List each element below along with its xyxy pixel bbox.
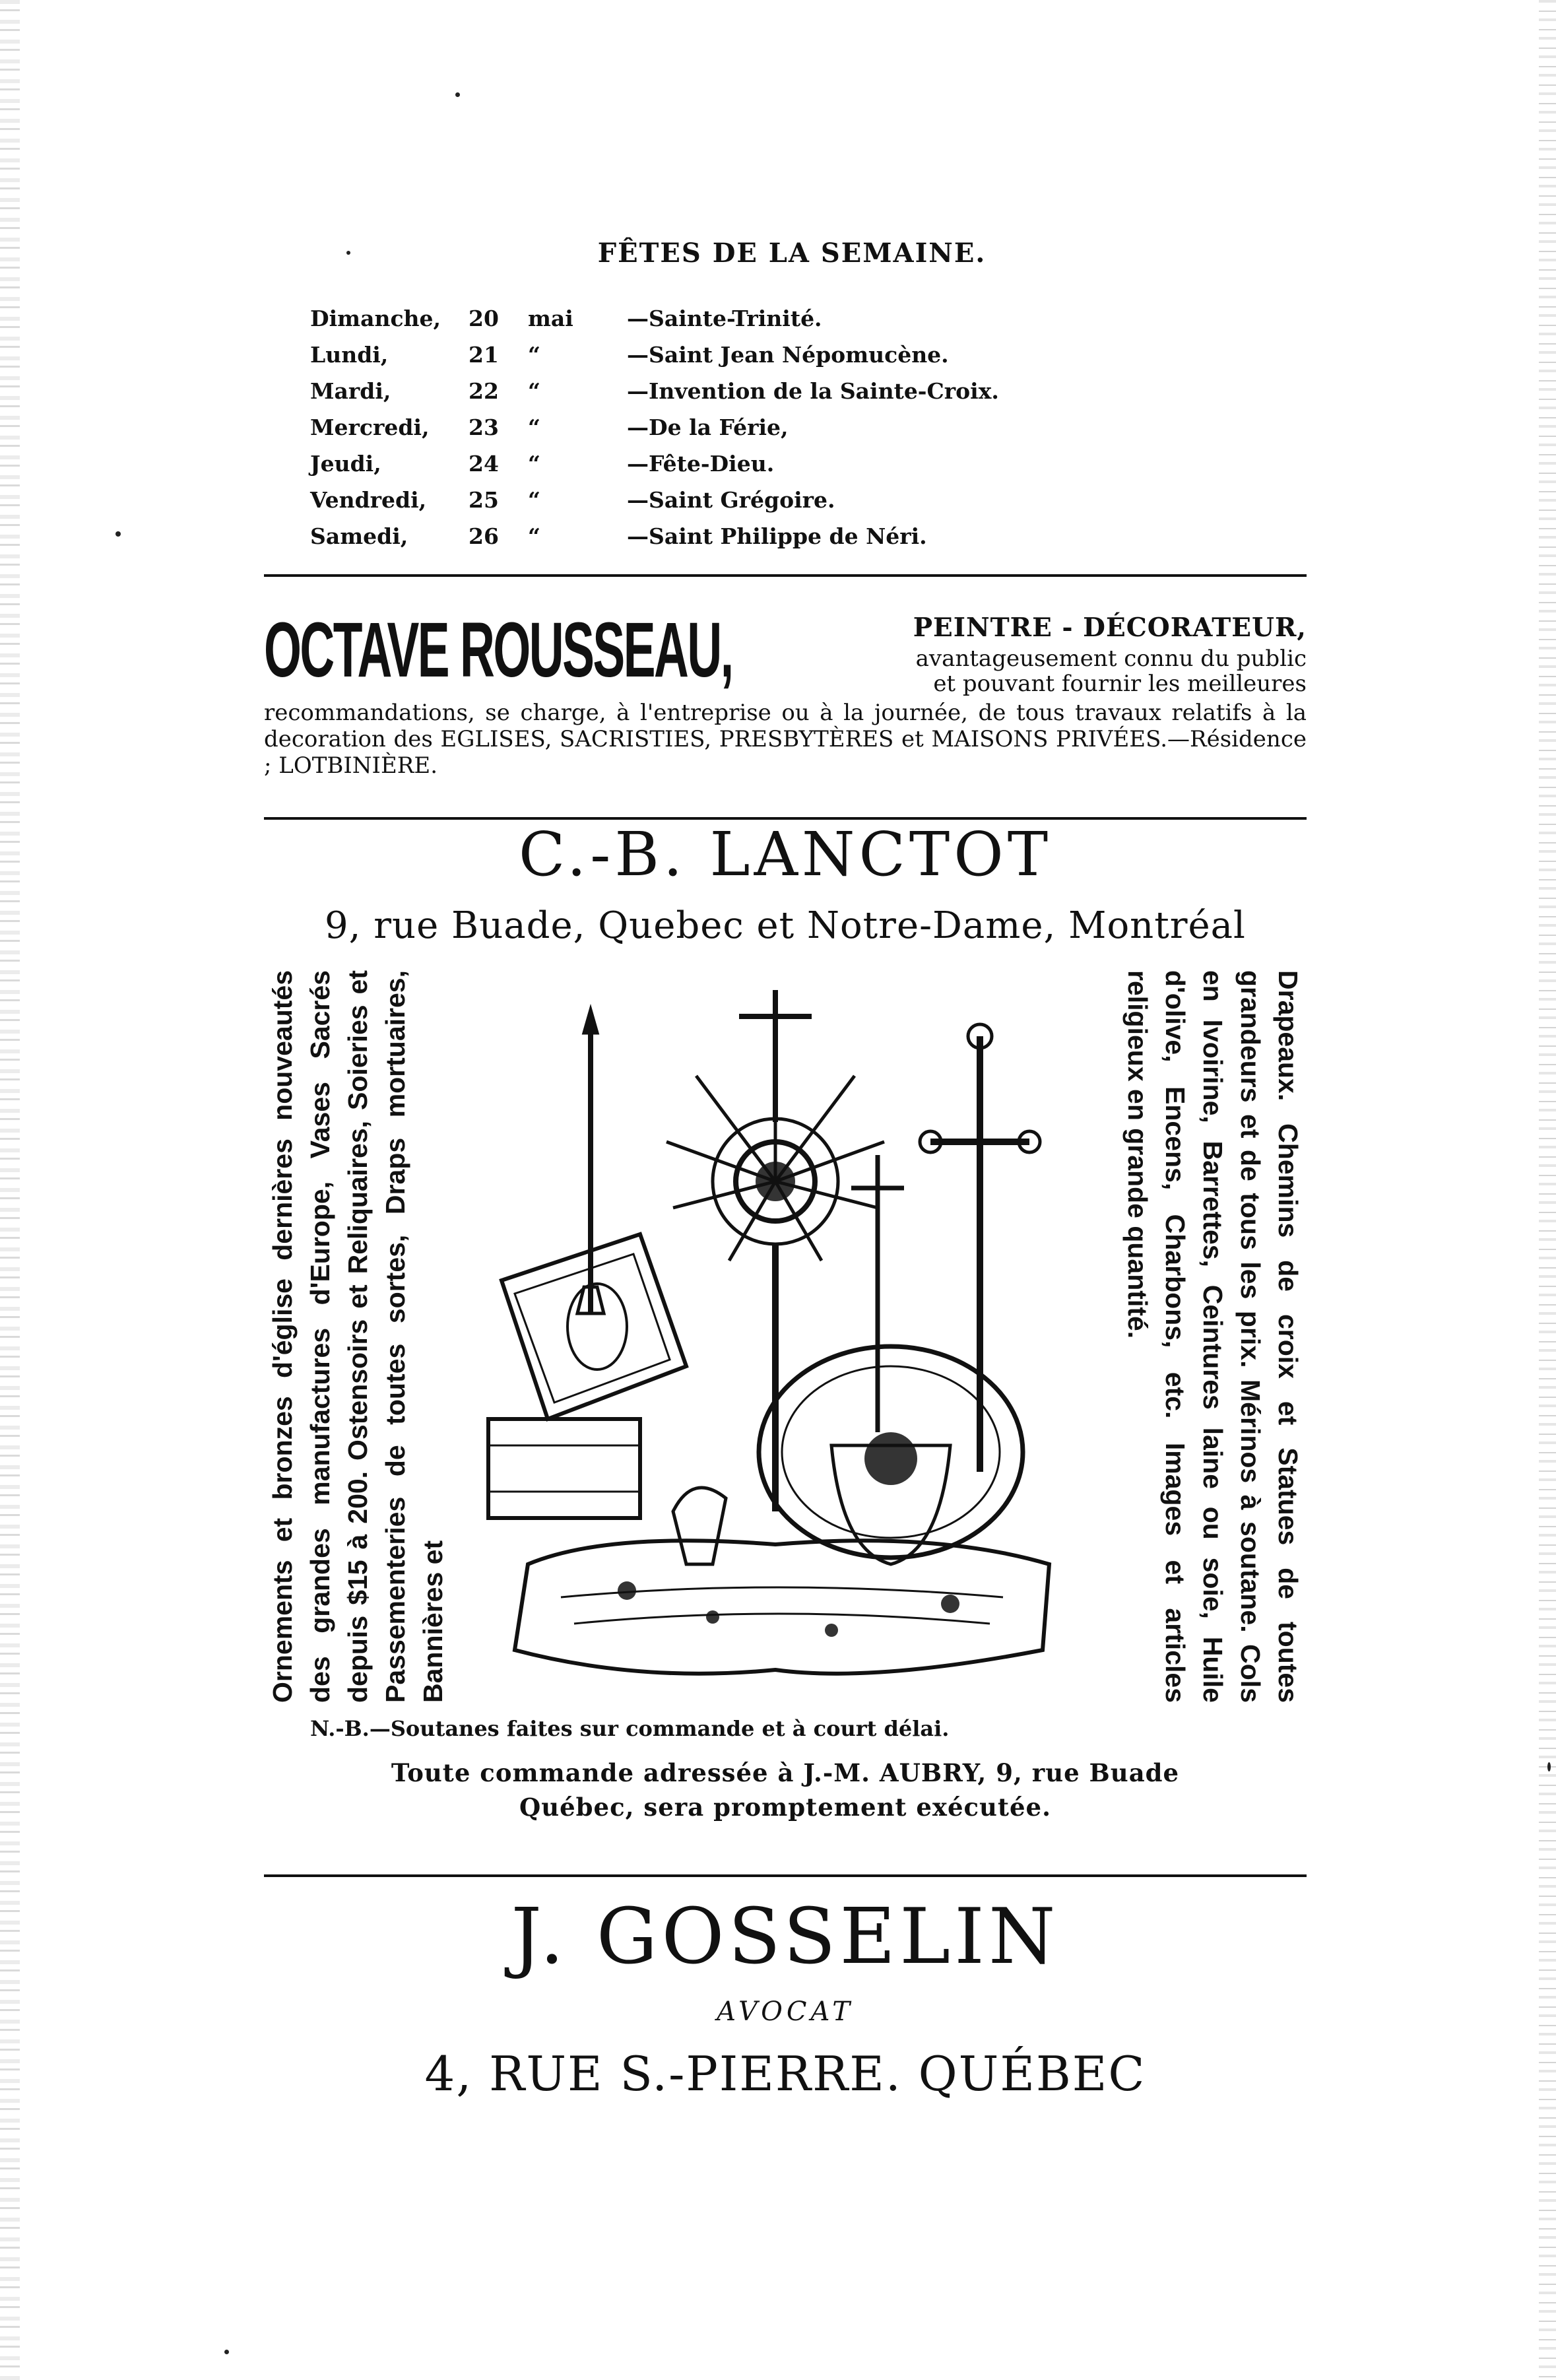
lanctot-nb: N.-B.—Soutanes faites sur commande et à court délai. [310, 1716, 950, 1741]
church-goods-engraving [475, 970, 1076, 1703]
rousseau-text-line: et pouvant fournir les meilleures [933, 671, 1307, 697]
fete-day: Vendredi, [310, 487, 427, 513]
fete-date: 22 [469, 378, 499, 404]
scan-speck [346, 251, 350, 255]
fete-day: Mardi, [310, 378, 391, 404]
lanctot-address: 9, rue Buade, Quebec et Notre-Dame, Montréal [325, 904, 1246, 947]
fete-date: 20 [469, 306, 499, 331]
rousseau-text-line: avantageusement connu du public [915, 645, 1307, 672]
gosselin-address: 4, RUE S.-PIERRE. QUÉBEC [424, 2046, 1146, 2101]
scan-edge-left [0, 0, 20, 2380]
fete-month: “ [528, 342, 540, 368]
fete-row [310, 521, 999, 558]
scan-speck [455, 92, 460, 97]
fete-row [310, 340, 999, 376]
fete-month: “ [528, 487, 540, 513]
fete-date: 24 [469, 451, 499, 477]
fetes-table [310, 304, 999, 558]
rousseau-name: OCTAVE ROUSSEAU, [264, 607, 732, 694]
lanctot-name: C.-B. LANCTOT [518, 819, 1053, 890]
fete-date: 21 [469, 342, 499, 368]
fete-name: —Saint Philippe de Néri. [627, 523, 927, 549]
divider [264, 574, 1307, 577]
fete-row [310, 413, 999, 449]
fete-name: —De la Férie, [627, 414, 789, 440]
scan-edge-right [1539, 0, 1556, 2380]
scan-speck [224, 2350, 229, 2354]
fete-month: “ [528, 523, 540, 549]
scan-speck [1547, 1762, 1551, 1771]
fete-month: “ [528, 414, 540, 440]
rousseau-body: recommandations, se charge, à l'entreprise ou à la journée, de tous travaux relatifs à la decoration des EGLISES, SACRISTIES, PRESBYTÈRES et MAISONS PRIVÉES.—Résidence ; LOTBINIÈRE. [264, 700, 1307, 779]
aubry-line: Québec, sera promptement exécutée. [519, 1793, 1051, 1822]
fete-date: 26 [469, 523, 499, 549]
fete-day: Lundi, [310, 342, 389, 368]
fete-row [310, 376, 999, 413]
lanctot-aubry-note [264, 1756, 1307, 1824]
fete-day: Dimanche, [310, 306, 441, 331]
fete-month: “ [528, 378, 540, 404]
fetes-title: FÊTES DE LA SEMAINE. [597, 238, 987, 269]
fete-name: —Saint Jean Népomucène. [627, 342, 949, 368]
scan-speck [115, 531, 121, 537]
fete-name: —Fête-Dieu. [627, 451, 775, 477]
fete-row [310, 304, 999, 340]
fete-row [310, 449, 999, 485]
fete-month: “ [528, 451, 540, 477]
fete-name: —Saint Grégoire. [627, 487, 835, 513]
lanctot-left-text: Ornements et bronzes d'église dernières nouveautés des grandes manufactures d'Europe, Vases Sacrés depuis $15 à 200. Ostensoirs et Reliquaires, Soieries et Passementeries de toutes sortes, Draps mortuaires, Bannières et [267, 970, 448, 1703]
fete-day: Mercredi, [310, 414, 430, 440]
aubry-line: Toute commande adressée à J.-M. AUBRY, 9, rue Buade [391, 1758, 1180, 1787]
fete-day: Jeudi, [310, 451, 381, 477]
fete-row [310, 485, 999, 521]
fete-name: —Invention de la Sainte-Croix. [627, 378, 999, 404]
divider [264, 1874, 1307, 1877]
fete-day: Samedi, [310, 523, 408, 549]
lanctot-left-column [264, 970, 462, 1703]
lanctot-right-text: Drapeaux. Chemins de croix et Statues de toutes grandeurs et de tous les prix. Mérinos à soutane. Cols en Ivoirine, Barrettes, Ceintures laine ou soie, Huile d'olive, Encens, Charbons, etc. Images et articles religieux en grande quantité. [1122, 970, 1303, 1703]
fete-date: 25 [469, 487, 499, 513]
lanctot-right-column [1082, 970, 1307, 1703]
gosselin-title: AVOCAT [717, 1997, 854, 2027]
rousseau-profession: PEINTRE - DÉCORATEUR, [913, 612, 1307, 643]
gosselin-name: J. GOSSELIN [511, 1892, 1060, 1981]
fete-date: 23 [469, 414, 499, 440]
fete-month: mai [528, 306, 573, 331]
fete-name: —Sainte-Trinité. [627, 306, 822, 331]
